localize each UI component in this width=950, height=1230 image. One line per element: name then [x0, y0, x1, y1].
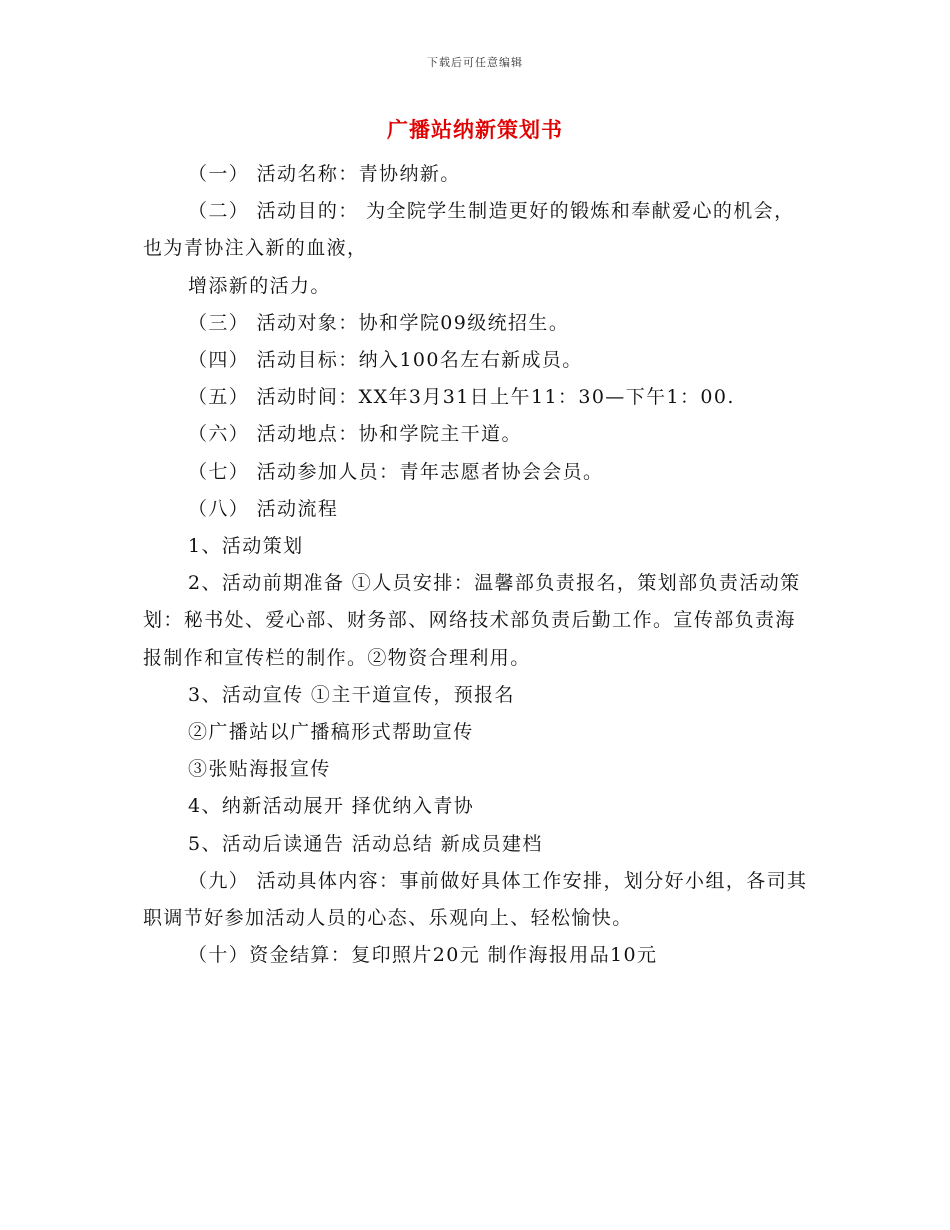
paragraph-activity-participants: （七） 活动参加人员：青年志愿者协会会员。 — [188, 460, 604, 483]
list-item-promotion-radio: ②广播站以广播稿形式帮助宣传 — [188, 721, 474, 744]
paragraph-activity-location: （六） 活动地点：协和学院主干道。 — [188, 423, 522, 446]
list-item-recruitment: 4、纳新活动展开 择优纳入青协 — [188, 795, 475, 818]
list-item-planning: 1、活动策划 — [188, 535, 304, 558]
paragraph-activity-time: （五） 活动时间：XX年3月31日上午11：30—下午1：00. — [188, 386, 735, 409]
paragraph-activity-name: （一） 活动名称：青协纳新。 — [188, 163, 461, 185]
list-item-promotion: 3、活动宣传 ①主干道宣传，预报名 — [188, 683, 515, 706]
document-body — [143, 156, 808, 974]
list-item-follow-up: 5、活动后读通告 活动总结 新成员建档 — [188, 832, 543, 855]
paragraph-activity-content: （九） 活动具体内容：事前做好具体工作安排，划分好小组，各司其职调节好参加活动人员的心态、乐观向上、轻松愉快。 — [143, 869, 808, 930]
paragraph-activity-purpose: （二） 活动目的： 为全院学生制造更好的锻炼和奉献爱心的机会，也为青协注入新的血液， — [143, 200, 795, 260]
paragraph-activity-process: （八） 活动流程 — [188, 497, 339, 520]
paragraph-activity-target-group: （三） 活动对象：协和学院09级统招生。 — [188, 311, 570, 334]
paragraph-activity-goal: （四） 活动目标：纳入100名左右新成员。 — [188, 349, 583, 372]
paragraph-activity-purpose-cont: 增添新的活力。 — [188, 274, 331, 297]
document-title: 广播站纳新策划书 — [387, 117, 563, 142]
list-item-promotion-poster: ③张贴海报宣传 — [188, 758, 331, 781]
header-note: 下载后可任意编辑 — [427, 56, 523, 69]
paragraph-budget: （十）资金结算：复印照片20元 制作海报用品10元 — [188, 944, 658, 967]
list-item-preparation: 2、活动前期准备 ①人员安排：温馨部负责报名，策划部负责活动策划：秘书处、爱心部、财务部、网络技术部负责后勤工作。宣传部负责海报制作和宣传栏的制作。②物资合理利用。 — [143, 572, 801, 669]
